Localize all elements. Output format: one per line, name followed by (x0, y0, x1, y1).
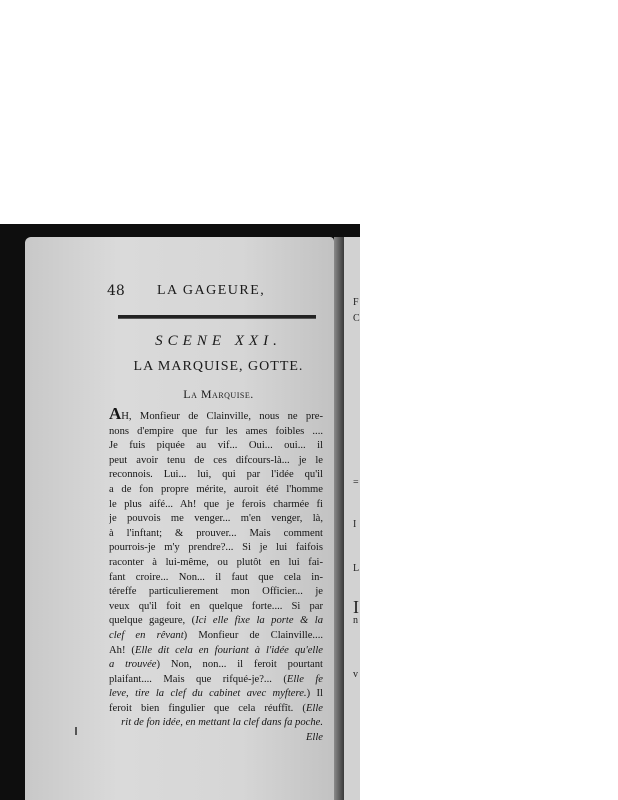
stage-direction: clef en rêvant (109, 629, 184, 641)
adjacent-page-fragment: I (353, 597, 359, 617)
dialogue-span: plaifant.... Mais que rifqué-je?... ( (109, 673, 287, 685)
stage-direction: leve, tire la clef du cabinet avec myftere. (109, 688, 307, 700)
adjacent-page-fragment: = (353, 477, 359, 488)
dialogue-span: veux qu'il foit en quelque forte.... Si par (109, 600, 323, 612)
text-line (109, 541, 323, 556)
text-line (109, 658, 323, 673)
page-header (25, 283, 334, 303)
stage-direction: Elle (305, 702, 323, 714)
text-line (109, 571, 323, 586)
text-line (109, 673, 323, 688)
adjacent-page-fragment: C (353, 313, 360, 324)
adjacent-page-fragment: n (353, 615, 358, 626)
ink-mark (75, 727, 77, 735)
text-line (109, 512, 323, 527)
stage-direction: Elle dit cela en fouriant à l'idée qu'elle (134, 644, 323, 656)
dialogue-span: nons d'empire que fur les ames foibles .... (109, 425, 323, 437)
drop-cap: A (109, 407, 122, 423)
adjacent-page-fragment: I (353, 519, 357, 530)
dialogue-span: le plus aifé... Ah! que je ferois charmée fi (109, 498, 323, 510)
catchword: Elle (305, 732, 323, 744)
dialogue-span: a de fon propre mérite, auroit été l'homme (109, 483, 323, 495)
dialogue-span: H, Monfieur de Clainville, nous ne pre- (121, 411, 323, 422)
dialogue-span: Ah! ( (109, 644, 135, 656)
page-number: 48 (107, 283, 125, 299)
book-page (25, 237, 334, 800)
text-line (109, 425, 323, 440)
text-line (109, 556, 323, 571)
dialogue-span: feroit bien fingulier que cela réuffît. ( (109, 702, 306, 714)
text-line (109, 614, 323, 629)
dialogue-span: Je fuis piquée au vif... Oui... oui... il (109, 440, 323, 452)
scanned-book-spread (0, 224, 360, 800)
dialogue-span: fant croire... Non... il faut que cela in- (109, 571, 323, 583)
adjacent-page-edge (344, 237, 360, 800)
text-line (109, 600, 323, 615)
text-line (109, 702, 323, 717)
text-line (109, 527, 323, 542)
book-gutter (334, 237, 344, 800)
stage-direction: Elle fe (286, 673, 323, 685)
dialogue-span: à l'inftant; & prouver... Mais comment (109, 527, 323, 539)
scene-characters: LA MARQUISE, GOTTE. (133, 359, 304, 374)
dialogue-span: pourrois-je m'y prendre?... Si je lui faifois (109, 542, 323, 554)
text-line (109, 454, 323, 469)
text-line (109, 439, 323, 454)
dialogue-span: ) Non, non... il feroit pourtant (156, 659, 323, 671)
text-line (109, 407, 323, 425)
adjacent-page-fragment: v (353, 669, 358, 680)
text-line (109, 585, 323, 600)
text-line (109, 687, 323, 702)
stage-direction: Ici elle fixe la porte & la (195, 615, 323, 627)
dialogue-span: peut avoir tenu de ces difcours-là... je le (109, 454, 323, 466)
dialogue-text (109, 407, 323, 746)
text-line (109, 468, 323, 483)
dialogue-span: raconter à lui-même, ou plutôt en lui fai- (109, 556, 323, 568)
dialogue-span: reconnois. Lui... lui, qui par l'idée qu'il (109, 469, 323, 481)
dialogue-span: je pouvois me venger... m'en venger, là, (109, 513, 323, 525)
stage-direction: a trouvée (109, 659, 157, 671)
dialogue-span: ) Monfieur de Clainville.... (183, 629, 323, 641)
text-line (109, 498, 323, 513)
text-line (109, 644, 323, 659)
dialogue-span: téreffe particulierement mon Officier... je (109, 586, 323, 598)
header-rule (118, 315, 316, 319)
adjacent-page-fragment: L (353, 563, 360, 574)
text-line (109, 716, 323, 731)
speaker-name: La Marquise. (183, 387, 254, 401)
running-title: LA GAGEURE, (157, 283, 266, 298)
adjacent-page-fragment: F (353, 297, 359, 308)
stage-direction: rit de fon idée, en mettant la clef dans fa poche. (121, 717, 323, 729)
text-line (109, 629, 323, 644)
text-line (109, 483, 323, 498)
dialogue-span: quelque gageure, ( (109, 615, 196, 627)
dialogue-span: ) Il (306, 688, 323, 700)
scene-title: SCENE XXI. (155, 333, 282, 349)
